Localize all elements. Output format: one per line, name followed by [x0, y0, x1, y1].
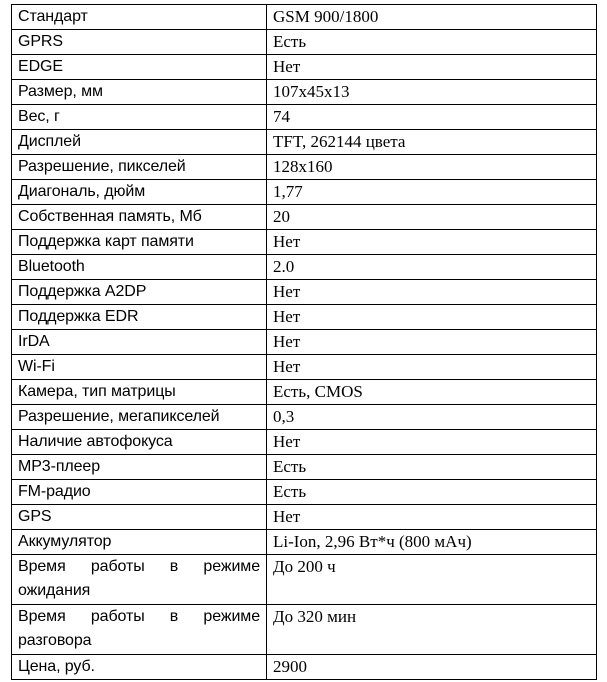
param-cell: Размер, мм [12, 80, 267, 105]
specs-table-body [12, 5, 597, 680]
param-cell: Дисплей [12, 130, 267, 155]
param-cell: Разрешение, мегапикселей [12, 405, 267, 430]
value-cell: 128x160 [267, 155, 597, 180]
value-cell: 2.0 [267, 255, 597, 280]
table-row [12, 405, 597, 430]
value-cell: Li-Ion, 2,96 Вт*ч (800 мАч) [267, 530, 597, 555]
param-cell: Стандарт [12, 5, 267, 30]
table-row [12, 5, 597, 30]
value-cell: Нет [267, 330, 597, 355]
param-cell: Поддержка A2DP [12, 280, 267, 305]
table-row [12, 355, 597, 380]
param-cell: Камера, тип матрицы [12, 380, 267, 405]
param-cell: Аккумулятор [12, 530, 267, 555]
value-cell: До 320 мин [267, 605, 597, 655]
table-row [12, 330, 597, 355]
table-row [12, 380, 597, 405]
table-row [12, 605, 597, 655]
param-cell: FM-радио [12, 480, 267, 505]
param-cell: Наличие автофокуса [12, 430, 267, 455]
value-cell: 74 [267, 105, 597, 130]
param-cell: Вес, г [12, 105, 267, 130]
param-cell: Bluetooth [12, 255, 267, 280]
table-row [12, 205, 597, 230]
table-row [12, 305, 597, 330]
value-cell: Нет [267, 230, 597, 255]
value-cell: 0,3 [267, 405, 597, 430]
param-cell: Разрешение, пикселей [12, 155, 267, 180]
table-row [12, 155, 597, 180]
value-cell: Нет [267, 505, 597, 530]
table-row [12, 455, 597, 480]
param-cell: Диагональ, дюйм [12, 180, 267, 205]
value-cell: TFT, 262144 цвета [267, 130, 597, 155]
table-row [12, 505, 597, 530]
param-cell: Собственная память, Мб [12, 205, 267, 230]
value-cell: До 200 ч [267, 555, 597, 605]
value-cell: Есть [267, 455, 597, 480]
value-cell: 107x45x13 [267, 80, 597, 105]
value-cell: Нет [267, 280, 597, 305]
table-row [12, 130, 597, 155]
specs-table [11, 4, 597, 680]
param-cell: MP3-плеер [12, 455, 267, 480]
table-row [12, 655, 597, 680]
table-row [12, 105, 597, 130]
value-cell: Нет [267, 430, 597, 455]
param-cell: GPRS [12, 30, 267, 55]
param-cell: EDGE [12, 55, 267, 80]
table-row [12, 430, 597, 455]
value-cell: Нет [267, 355, 597, 380]
table-row [12, 30, 597, 55]
param-cell: Время работы в режиме ожидания [12, 555, 267, 605]
value-cell: 2900 [267, 655, 597, 680]
param-cell: Wi-Fi [12, 355, 267, 380]
value-cell: GSM 900/1800 [267, 5, 597, 30]
param-cell: Поддержка EDR [12, 305, 267, 330]
param-cell: Поддержка карт памяти [12, 230, 267, 255]
table-row [12, 530, 597, 555]
value-cell: 1,77 [267, 180, 597, 205]
table-row [12, 255, 597, 280]
value-cell: Нет [267, 55, 597, 80]
table-row [12, 280, 597, 305]
table-row [12, 480, 597, 505]
table-row [12, 230, 597, 255]
table-row [12, 180, 597, 205]
table-row [12, 55, 597, 80]
value-cell: 20 [267, 205, 597, 230]
value-cell: Есть [267, 480, 597, 505]
param-cell: Время работы в режиме разговора [12, 605, 267, 655]
param-cell: IrDA [12, 330, 267, 355]
table-row [12, 555, 597, 605]
value-cell: Есть, CMOS [267, 380, 597, 405]
table-row [12, 80, 597, 105]
param-cell: Цена, руб. [12, 655, 267, 680]
param-cell: GPS [12, 505, 267, 530]
value-cell: Нет [267, 305, 597, 330]
value-cell: Есть [267, 30, 597, 55]
